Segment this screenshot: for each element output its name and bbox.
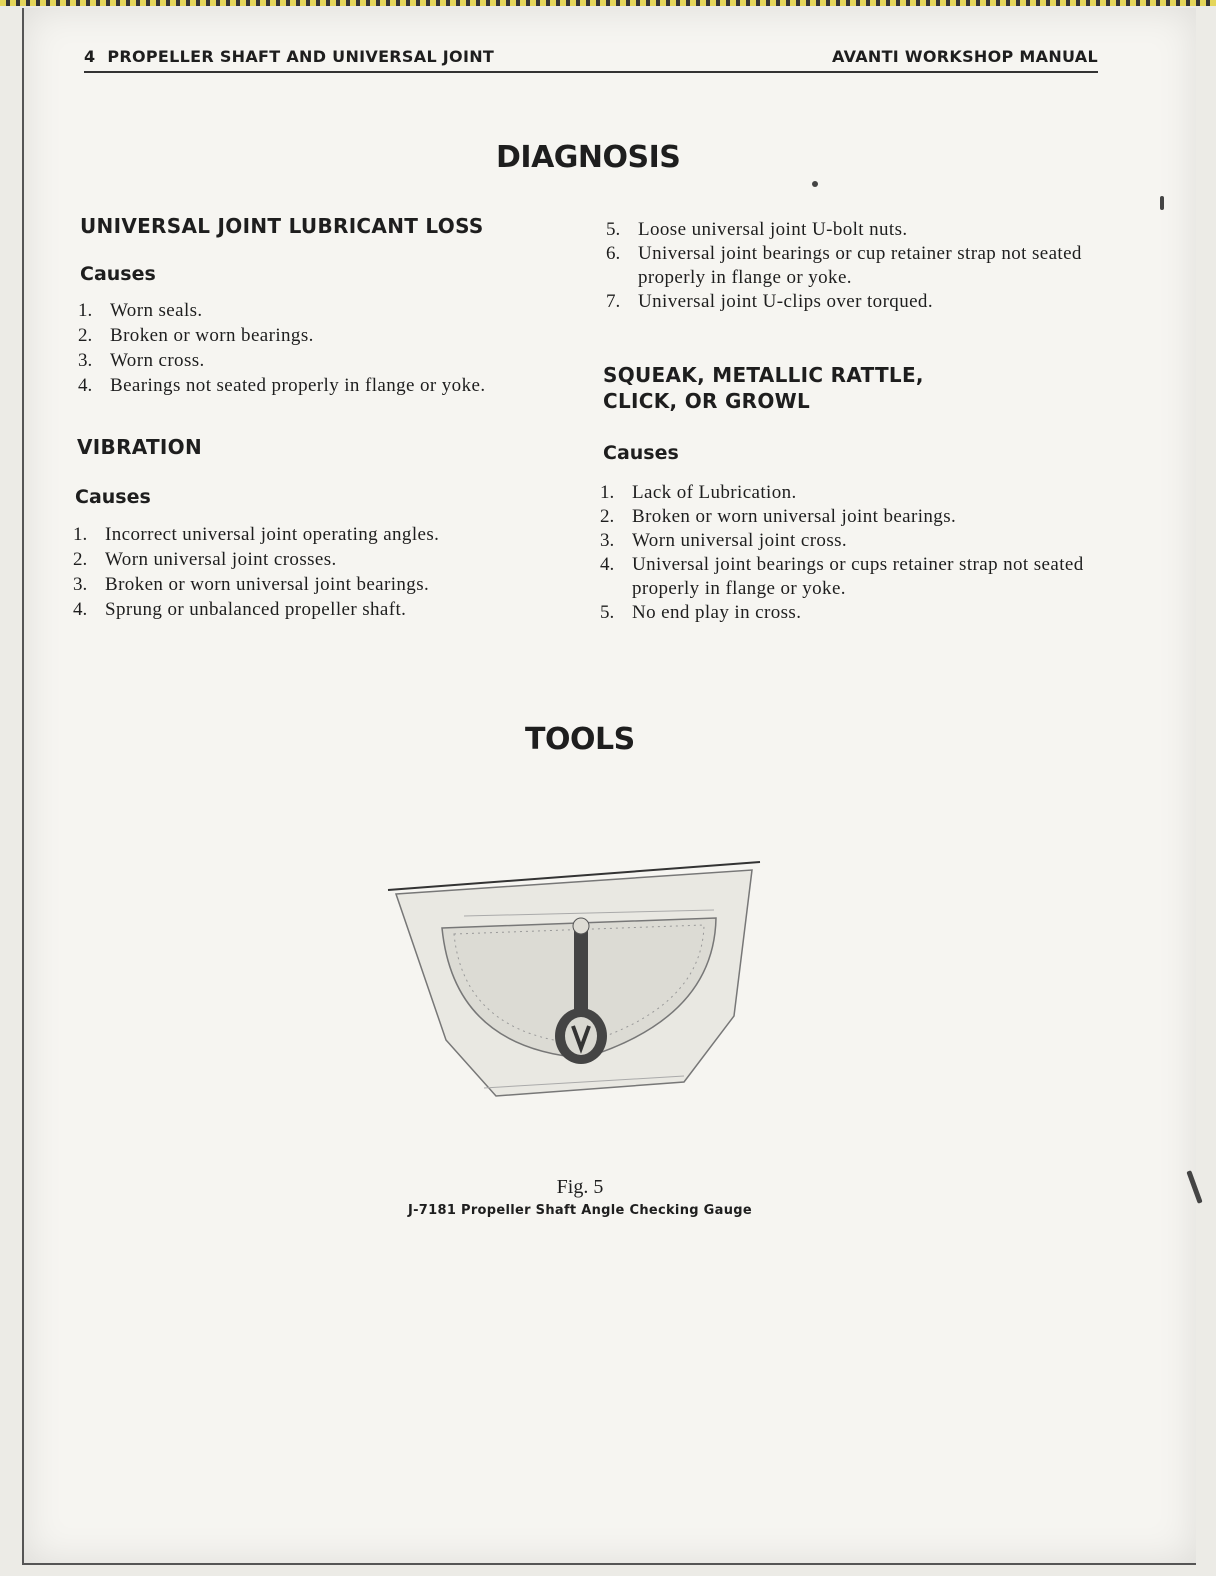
page-number: 4 xyxy=(84,47,96,66)
cause-number: 3. xyxy=(600,530,615,551)
cause-number: 6. xyxy=(606,243,621,264)
cause-item xyxy=(606,290,1096,314)
cause-number: 1. xyxy=(600,482,615,503)
paper-speck xyxy=(812,181,818,187)
angle-gauge-icon xyxy=(384,858,764,1102)
cause-number: 2. xyxy=(600,506,615,527)
cause-text: No end play in cross. xyxy=(632,602,802,623)
lubricant-loss-causes-list xyxy=(78,298,578,398)
cause-number: 1. xyxy=(73,524,88,545)
cause-text: Incorrect universal joint operating angles. xyxy=(105,524,440,545)
running-header xyxy=(84,47,1098,73)
manual-title: AVANTI WORKSHOP MANUAL xyxy=(832,47,1098,66)
cause-number: 4. xyxy=(78,375,93,396)
cause-item xyxy=(600,553,1090,601)
cause-item xyxy=(78,323,578,348)
cause-item xyxy=(73,547,543,572)
cause-item xyxy=(606,218,1096,242)
figure-number: Fig. 5 xyxy=(556,1176,604,1198)
angle-gauge-figure xyxy=(384,858,764,1102)
cause-text: Broken or worn universal joint bearings. xyxy=(632,506,957,527)
squeak-heading-line1: SQUEAK, METALLIC RATTLE, xyxy=(603,363,924,387)
cause-text: Universal joint bearings or cups retainer strap not seated properly in flange or yoke. xyxy=(632,554,1084,599)
lubricant-loss-heading: UNIVERSAL JOINT LUBRICANT LOSS xyxy=(80,214,484,238)
diagnosis-title: DIAGNOSIS xyxy=(496,140,681,175)
cause-text: Universal joint U-clips over torqued. xyxy=(638,291,933,312)
cause-text: Worn universal joint crosses. xyxy=(105,549,337,570)
cause-text: Worn seals. xyxy=(110,300,203,321)
cause-number: 7. xyxy=(606,291,621,312)
tools-title: TOOLS xyxy=(525,722,635,757)
cause-text: Broken or worn bearings. xyxy=(110,325,314,346)
lubricant-loss-causes-continued xyxy=(606,218,1096,314)
cause-item xyxy=(78,298,578,323)
squeak-causes-list xyxy=(600,481,1090,625)
cause-item xyxy=(78,373,578,398)
paper-speck xyxy=(1160,196,1164,210)
cause-number: 2. xyxy=(73,549,88,570)
cause-item xyxy=(600,529,1090,553)
cause-number: 2. xyxy=(78,325,93,346)
cause-number: 1. xyxy=(78,300,93,321)
page-top-edge xyxy=(0,0,1216,6)
cause-item xyxy=(600,505,1090,529)
cause-number: 4. xyxy=(73,599,88,620)
cause-item xyxy=(78,348,578,373)
cause-item xyxy=(73,597,543,622)
cause-text: Sprung or unbalanced propeller shaft. xyxy=(105,599,407,620)
cause-text: Worn universal joint cross. xyxy=(632,530,848,551)
cause-number: 3. xyxy=(73,574,88,595)
squeak-heading-line2: CLICK, OR GROWL xyxy=(603,389,811,413)
cause-item xyxy=(600,481,1090,505)
cause-item xyxy=(73,572,543,597)
lubricant-loss-causes-label: Causes xyxy=(80,263,156,285)
section-title: PROPELLER SHAFT AND UNIVERSAL JOINT xyxy=(107,47,495,66)
cause-item xyxy=(606,242,1096,290)
squeak-heading xyxy=(603,362,924,414)
header-left xyxy=(84,47,500,66)
vibration-causes-list xyxy=(73,522,543,622)
vibration-heading: VIBRATION xyxy=(77,435,203,459)
cause-item xyxy=(600,601,1090,625)
cause-number: 5. xyxy=(606,219,621,240)
cause-item xyxy=(73,522,543,547)
cause-number: 3. xyxy=(78,350,93,371)
cause-text: Universal joint bearings or cup retainer strap not seated properly in flange or yoke. xyxy=(638,243,1082,288)
cause-number: 5. xyxy=(600,602,615,623)
cause-text: Broken or worn universal joint bearings. xyxy=(105,574,430,595)
cause-number: 4. xyxy=(600,554,615,575)
cause-text: Lack of Lubrication. xyxy=(632,482,797,503)
cause-text: Bearings not seated properly in flange or yoke. xyxy=(110,375,486,396)
figure-caption: J-7181 Propeller Shaft Angle Checking Gauge xyxy=(407,1203,753,1218)
vibration-causes-label: Causes xyxy=(75,486,151,508)
squeak-causes-label: Causes xyxy=(603,442,679,464)
cause-text: Loose universal joint U-bolt nuts. xyxy=(638,219,908,240)
cause-text: Worn cross. xyxy=(110,350,205,371)
